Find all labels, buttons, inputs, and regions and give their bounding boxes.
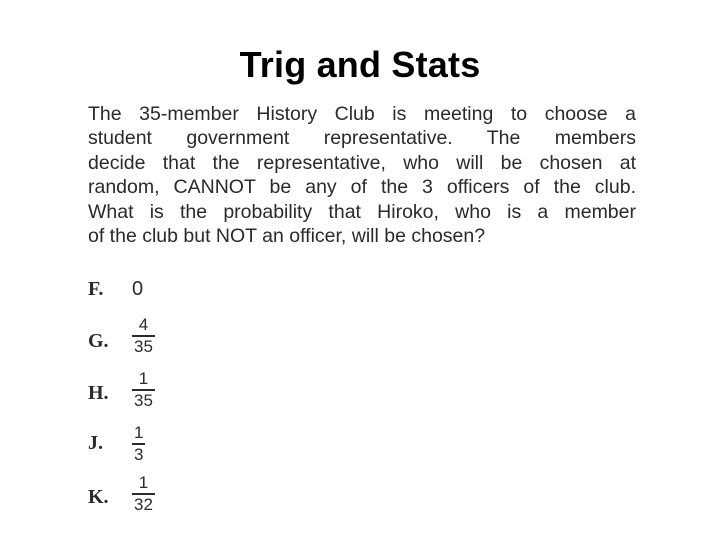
fraction-denominator: 35 xyxy=(134,390,153,410)
question-line: What is the probability that Hiroko, who is a member xyxy=(88,200,636,223)
fraction-numerator: 1 xyxy=(138,369,149,388)
choice-value: 0 xyxy=(132,278,144,300)
question-line: of the club but NOT an officer, will be chosen? xyxy=(88,225,486,248)
fraction xyxy=(132,316,155,356)
choice-letter: J. xyxy=(88,432,103,454)
fraction xyxy=(132,474,155,514)
choice-letter: F. xyxy=(88,278,104,300)
question-line: decide that the representative, who will be chosen at xyxy=(88,151,636,174)
choice-letter: K. xyxy=(88,486,109,508)
choice-k xyxy=(86,474,286,526)
choice-j xyxy=(86,424,286,476)
choice-letter: H. xyxy=(88,382,109,404)
question-text xyxy=(88,102,636,248)
question-line: random, CANNOT be any of the 3 officers of the club. xyxy=(88,176,636,199)
fraction-numerator: 1 xyxy=(138,473,149,492)
fraction-denominator: 35 xyxy=(134,336,153,356)
question-line: The 35-member History Club is meeting to choose a xyxy=(88,103,636,125)
choice-g xyxy=(86,316,286,368)
fraction xyxy=(132,370,155,410)
question-line: student government representative. The members xyxy=(88,127,636,150)
fraction-denominator: 32 xyxy=(134,494,153,514)
fraction-numerator: 4 xyxy=(138,315,149,334)
slide-title: Trig and Stats xyxy=(239,44,481,85)
scanned-question-image xyxy=(86,100,642,528)
fraction-numerator: 1 xyxy=(134,423,144,442)
choice-letter: G. xyxy=(88,330,109,352)
choice-h xyxy=(86,370,286,422)
fraction-denominator: 3 xyxy=(134,444,144,464)
fraction xyxy=(132,424,145,464)
